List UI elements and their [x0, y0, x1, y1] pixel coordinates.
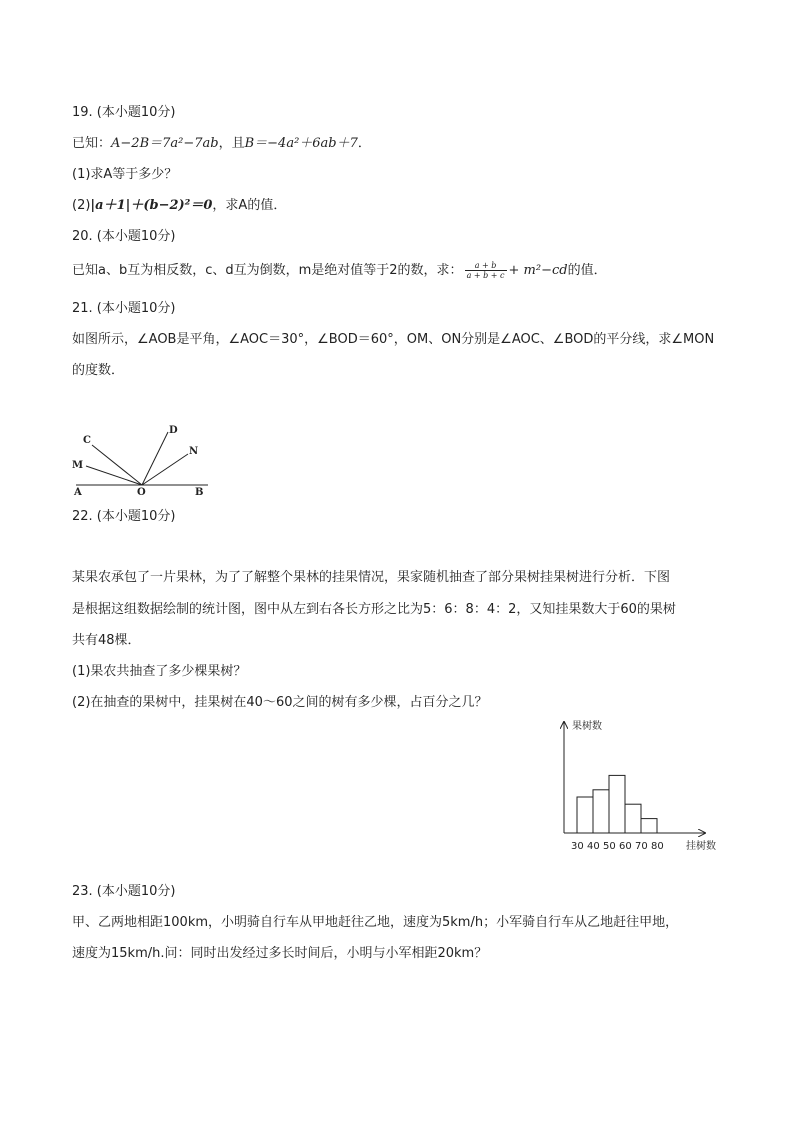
x-tick-label: 40 — [587, 841, 600, 852]
x-tick-label: 60 — [619, 841, 632, 852]
x-tick-label: 80 — [651, 841, 664, 852]
q22-part1: (1)果农共抽查了多少棵果树？ — [72, 664, 247, 679]
q22-part2: (2)在抽查的果树中，挂果树在40～60之间的树有多少棵，占百分之几？ — [72, 695, 488, 710]
q19-part2-suffix: ，求A的值． — [212, 198, 287, 213]
q21-line2: 的度数． — [72, 363, 125, 378]
histogram-bar — [609, 775, 625, 833]
label-N: N — [189, 446, 199, 457]
q19-given-prefix: 已知： — [72, 136, 112, 151]
histogram-chart — [550, 712, 740, 860]
histogram-bar — [593, 790, 609, 833]
q22-line3: 共有48棵． — [72, 633, 141, 648]
q20-tail-text: 的值． — [567, 263, 607, 278]
q19-part1: (1)求A等于多少？ — [72, 167, 178, 182]
q20-frac-num: a + b — [474, 261, 497, 270]
angle-figure — [68, 418, 218, 500]
q19-eq1: A−2B＝7a²−7ab — [111, 136, 219, 151]
label-C: C — [83, 435, 91, 446]
q19-part2-expr: |a＋1|＋(b−2)²＝0 — [90, 198, 213, 213]
q19-eq-end: ． — [357, 136, 371, 151]
histogram-bar — [625, 804, 641, 833]
q20-header: 20. (本小题10分) — [72, 229, 176, 244]
q23-line2: 速度为15km/h.问：同时出发经过多长时间后，小明与小军相距20km？ — [72, 946, 488, 961]
q22-line1: 某果农承包了一片果林，为了了解整个果林的挂果情况，果家随机抽查了部分果树挂果树进行分析．下图 — [72, 570, 671, 585]
label-B: B — [195, 487, 204, 498]
label-M: M — [72, 460, 84, 471]
y-axis-label: 果树数 — [572, 721, 602, 732]
q20-frac-den: a + b + c — [466, 271, 505, 280]
q20-main-text: 已知a、b互为相反数，c、d互为倒数，m是绝对值等于2的数，求： — [72, 263, 463, 278]
q19-given — [72, 135, 371, 153]
q20-tail-expr: + m²−cd — [508, 263, 568, 278]
q22-header: 22. (本小题10分) — [72, 509, 176, 524]
x-tick-label: 30 — [571, 841, 584, 852]
label-D: D — [169, 425, 178, 436]
q19-eq2: B＝−4a²＋6ab＋7 — [244, 136, 358, 151]
q20-text — [72, 259, 607, 283]
q19-part2-prefix: (2) — [72, 198, 91, 213]
ray-ON — [142, 454, 188, 485]
label-O: O — [137, 487, 146, 498]
ray-OC — [92, 445, 142, 485]
x-tick-label: 50 — [603, 841, 616, 852]
label-A: A — [74, 487, 82, 498]
histogram-bar — [577, 797, 593, 833]
q21-line1: 如图所示，∠AOB是平角，∠AOC＝30°，∠BOD＝60°，OM、ON分别是∠AOC、∠BOD的平分线，求∠MON — [72, 332, 715, 347]
q19-header: 19. (本小题10分) — [72, 105, 176, 120]
x-tick-label: 70 — [635, 841, 648, 852]
q22-line2: 是根据这组数据绘制的统计图，图中从左到右各长方形之比为5：6：8：4：2，又知挂果数大于60的果树 — [72, 602, 676, 617]
histogram-bar — [641, 819, 657, 833]
ray-OD — [142, 432, 168, 485]
q19-eq-sep: ，且 — [218, 136, 245, 151]
q21-header: 21. (本小题10分) — [72, 301, 176, 316]
ray-OM — [86, 466, 142, 485]
q19-part2 — [72, 197, 286, 215]
q23-line1: 甲、乙两地相距100km，小明骑自行车从甲地赶往乙地，速度为5km/h；小军骑自行车从乙地赶往甲地， — [72, 915, 679, 930]
x-axis-label: 挂树数 — [686, 841, 716, 852]
q23-header: 23. (本小题10分) — [72, 884, 176, 899]
q20-fraction — [465, 261, 507, 280]
